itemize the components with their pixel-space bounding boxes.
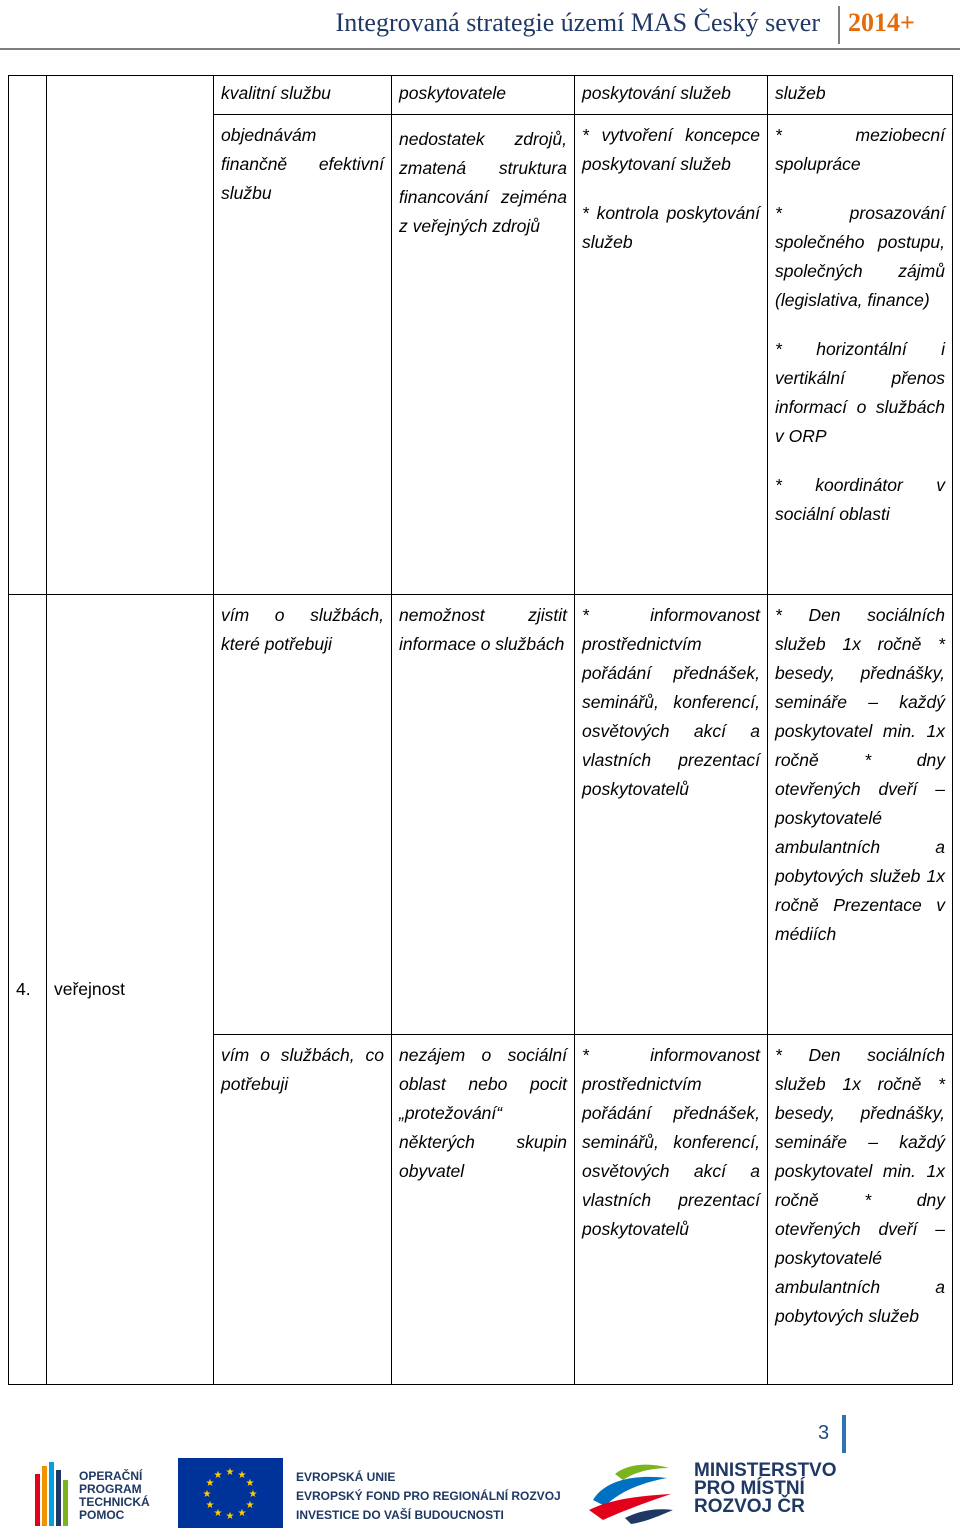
page-header xyxy=(0,0,960,50)
header-separator xyxy=(838,6,840,44)
header-rule xyxy=(0,48,960,50)
problem-cell xyxy=(392,76,575,115)
activity-text: * prosazování společného postupu, společných zájmů (legislativa, finance) xyxy=(775,203,945,310)
page-number: 3 xyxy=(818,1422,830,1444)
header-year: 2014+ xyxy=(848,8,915,37)
need-cell xyxy=(214,595,392,1035)
eu-line: INVESTICE DO VAŠÍ BUDOUCNOSTI xyxy=(296,1508,504,1522)
activity-cell xyxy=(768,76,953,115)
problem-cell xyxy=(392,595,575,1035)
row-number-cell xyxy=(9,76,47,595)
activity-text: * meziobecní spolupráce xyxy=(775,125,945,174)
svg-text:★: ★ xyxy=(213,1508,223,1519)
solution-cell xyxy=(575,115,768,595)
document-title: Integrovaná strategie území MAS Český sever xyxy=(335,8,820,37)
problem-cell xyxy=(392,115,575,595)
problem-text: nezájem o sociální oblast nebo pocit „protežování“ některých skupin obyvatel xyxy=(399,1045,567,1181)
activity-cell xyxy=(768,115,953,595)
svg-text:★: ★ xyxy=(225,1467,235,1478)
solution-text: * informovanost prostřednictvím pořádání přednášek, seminářů, konferencí, osvětových akcí a vlastních prezentací poskytovatelů xyxy=(582,1045,760,1239)
svg-text:★: ★ xyxy=(245,1500,255,1511)
solution-text: * vytvoření koncepce poskytovaní služeb xyxy=(582,125,760,174)
svg-text:★: ★ xyxy=(202,1489,212,1500)
activity-text: * horizontální i vertikální přenos informací o službách v ORP xyxy=(775,339,945,446)
activity-cell xyxy=(768,1035,953,1385)
mmr-line: PRO MÍSTNÍ xyxy=(694,1478,805,1499)
svg-text:★: ★ xyxy=(205,1478,215,1489)
solution-text: poskytování služeb xyxy=(582,83,731,103)
op-technicka-pomoc-logo xyxy=(35,1462,160,1526)
svg-text:★: ★ xyxy=(213,1470,223,1481)
op-logo-line: TECHNICKÁ xyxy=(79,1495,150,1509)
need-text: vím o službách, co potřebuji xyxy=(221,1045,384,1094)
op-logo-line: OPERAČNÍ xyxy=(79,1469,143,1483)
svg-text:★: ★ xyxy=(248,1489,258,1500)
mmr-line: ROZVOJ ČR xyxy=(694,1496,805,1517)
op-bars-icon xyxy=(35,1462,73,1526)
mmr-emblem-icon xyxy=(585,1460,675,1526)
problem-text: poskytovatele xyxy=(399,83,507,103)
problem-cell xyxy=(392,1035,575,1385)
svg-text:★: ★ xyxy=(237,1508,247,1519)
strategy-table xyxy=(8,75,953,1385)
eu-flag-icon xyxy=(178,1458,283,1528)
activity-cell xyxy=(768,595,953,1035)
solution-text: * informovanost prostřednictvím pořádání přednášek, seminářů, konferencí, osvětových akcí a vlastních prezentací poskytovatelů xyxy=(582,605,760,799)
eu-fund-text xyxy=(296,1468,561,1525)
need-cell xyxy=(214,76,392,115)
solution-cell xyxy=(575,595,768,1035)
solution-cell xyxy=(575,1035,768,1385)
problem-text: nemožnost zjistit informace o službách xyxy=(399,605,567,654)
op-logo-line: POMOC xyxy=(79,1508,125,1522)
svg-text:★: ★ xyxy=(245,1478,255,1489)
svg-text:★: ★ xyxy=(237,1470,247,1481)
need-text: kvalitní službu xyxy=(221,83,331,103)
svg-text:★: ★ xyxy=(225,1511,235,1522)
activity-text: * Den sociálních služeb 1x ročně * besedy, přednášky, semináře – každý poskytovatel min. 1x ročně * dny otevřených dveří – poskytovatelé ambulantních a pobytových služeb xyxy=(775,1045,945,1326)
need-cell xyxy=(214,1035,392,1385)
solution-text: * kontrola poskytování služeb xyxy=(582,203,760,252)
op-logo-line: PROGRAM xyxy=(79,1482,142,1496)
activity-text: služeb xyxy=(775,83,826,103)
problem-text: nedostatek zdrojů, zmatená struktura financování zejména z veřejných zdrojů xyxy=(399,129,567,236)
activity-text: * koordinátor v sociální oblasti xyxy=(775,475,945,524)
eu-line: EVROPSKÝ FOND PRO REGIONÁLNÍ ROZVOJ xyxy=(296,1489,561,1503)
target-group-cell: veřejnost xyxy=(47,595,214,1385)
mmr-line: MINISTERSTVO xyxy=(694,1460,837,1481)
mmr-logo-text xyxy=(694,1462,837,1516)
op-logo-text xyxy=(79,1470,150,1522)
solution-cell xyxy=(575,76,768,115)
table-row xyxy=(9,76,953,115)
svg-text:★: ★ xyxy=(205,1500,215,1511)
target-group-cell xyxy=(47,76,214,595)
page-number-bar xyxy=(842,1415,846,1453)
need-cell xyxy=(214,115,392,595)
row-number-cell: 4. xyxy=(9,595,47,1385)
eu-line: EVROPSKÁ UNIE xyxy=(296,1470,396,1484)
activity-text: * Den sociálních služeb 1x ročně * besedy, přednášky, semináře – každý poskytovatel min. 1x ročně * dny otevřených dveří – poskytovatelé ambulantních a pobytových služeb 1x ročně Prezentace v médiích xyxy=(775,605,945,944)
table-row xyxy=(9,595,953,1035)
need-text: objednávám finančně efektivní službu xyxy=(221,125,384,203)
need-text: vím o službách, které potřebuji xyxy=(221,605,384,654)
